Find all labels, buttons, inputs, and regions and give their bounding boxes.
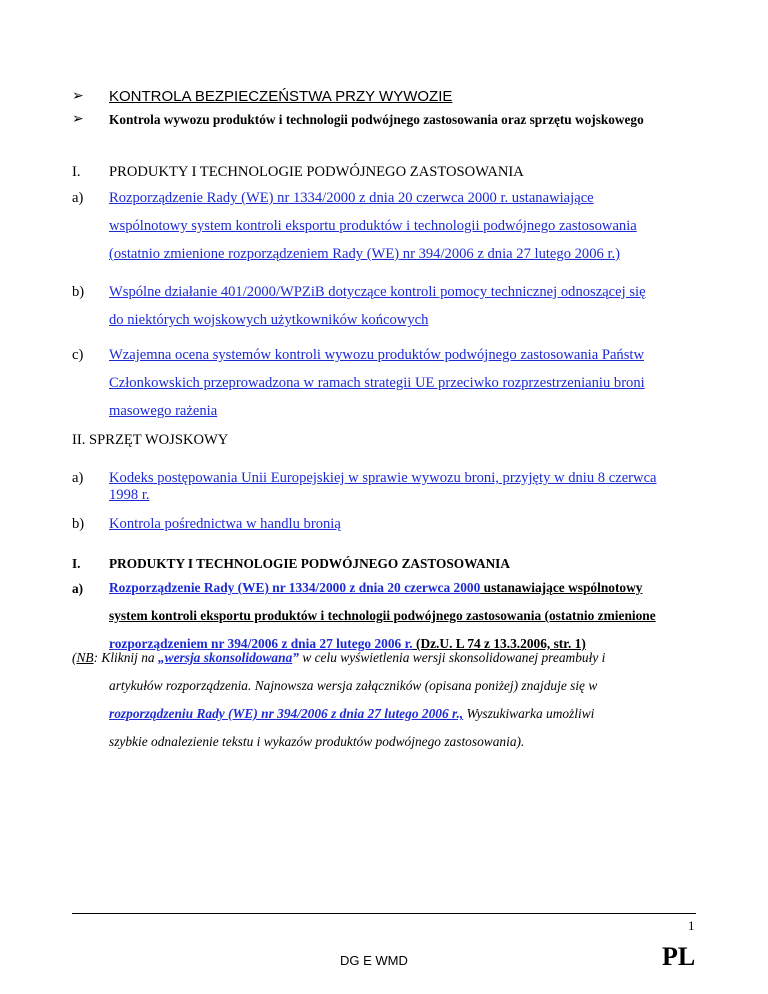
section-title-bold: PRODUKTY I TECHNOLOGIE PODWÓJNEGO ZASTOSOWANIA — [109, 556, 510, 571]
text-fragment: Wyszukiwarka umożliwi — [463, 706, 595, 721]
section-title: II. SPRZĘT WOJSKOWY — [72, 432, 229, 448]
section-number: I. — [72, 164, 81, 180]
regulation-394-link[interactable]: rozporządzeniu Rady (WE) nr 394/2006 z dnia 27 lutego 2006 r., — [109, 706, 464, 721]
text-fragment: : Kliknij na — [93, 650, 158, 665]
link-line[interactable]: Wzajemna ocena systemów kontroli wywozu produktów podwójnego zastosowania Państw — [109, 347, 644, 363]
text-fragment: „ — [157, 650, 165, 665]
link-line[interactable]: Kodeks postępowania Unii Europejskiej w sprawie wywozu broni, przyjęty w dniu 8 czerwca — [109, 470, 657, 486]
item-label: b) — [72, 284, 85, 300]
note-paragraph — [72, 644, 692, 672]
text-fragment: ” — [292, 650, 299, 665]
section-title: PRODUKTY I TECHNOLOGIE PODWÓJNEGO ZASTOSOWANIA — [109, 164, 524, 180]
link-line[interactable]: Rozporządzenie Rady (WE) nr 1334/2000 z dnia 20 czerwca 2000 r. ustanawiające — [109, 190, 594, 206]
footer-center-text: DG E WMD — [340, 953, 408, 968]
link-line[interactable]: masowego rażenia — [109, 403, 218, 419]
text-fragment: ustanawiające wspólnotowy — [480, 580, 643, 595]
item-label: a) — [72, 190, 84, 206]
link-line[interactable]: 1998 r. — [109, 487, 150, 503]
heading-export-security[interactable]: KONTROLA BEZPIECZEŃSTWA PRZY WYWOZIE — [109, 88, 453, 105]
note-line — [109, 700, 709, 728]
item-label: a) — [72, 470, 84, 486]
section-number: I. — [72, 556, 81, 571]
item-label: c) — [72, 347, 84, 363]
text-fragment: (Dz.U. L 74 z 13.3.2006, str. 1) — [412, 636, 586, 651]
link-line[interactable]: wspólnotowy system kontroli eksportu produktów i technologii podwójnego zastosowania — [109, 218, 637, 234]
link-line[interactable]: (ostatnio zmienione rozporządzeniem Rady (WE) nr 394/2006 z dnia 27 lutego 2006 r.) — [109, 246, 621, 262]
language-code: PL — [662, 942, 696, 971]
list-item-code-of-conduct[interactable] — [109, 470, 709, 504]
consolidated-version-link[interactable]: wersja skonsolidowana — [164, 650, 293, 665]
note-line: artykułów rozporządzenia. Najnowsza wersja załączników (opisana poniżej) znajduje się w — [109, 678, 598, 693]
list-item-peer-review[interactable] — [109, 341, 709, 425]
list-item-regulation-1334[interactable] — [109, 184, 709, 268]
regulation-link[interactable]: Rozporządzenie Rady (WE) nr 1334/2000 z dnia 20 czerwca 2000 — [109, 580, 481, 595]
bullet-arrow-icon: ➢ — [72, 111, 84, 127]
link-line[interactable]: Członkowskich przeprowadzona w ramach strategii UE przeciwko rozprzestrzenianiu broni — [109, 375, 645, 391]
link-line[interactable]: do niektórych wojskowych użytkowników końcowych — [109, 312, 429, 328]
text-fragment: w celu wyświetlenia wersji skonsolidowanej preambuły i — [298, 650, 606, 665]
amendment-link[interactable]: rozporządzeniem nr 394/2006 z dnia 27 lutego 2006 r. — [109, 636, 413, 651]
note-line: szybkie odnalezienie tekstu i wykazów produktów podwójnego zastosowania). — [109, 734, 525, 749]
subheading-export-control: Kontrola wywozu produktów i technologii podwójnego zastosowania oraz sprzętu wojskowego — [109, 112, 644, 127]
nb-label: NB — [76, 650, 94, 665]
list-item-brokering[interactable] — [109, 516, 341, 533]
text-fragment: ( — [72, 650, 77, 665]
link-line[interactable]: Kontrola pośrednictwa w handlu bronią — [109, 516, 341, 532]
bullet-arrow-icon: ➢ — [72, 88, 84, 104]
footer-divider — [72, 913, 696, 914]
link-line[interactable]: Wspólne działanie 401/2000/WPZiB dotyczące kontroli pomocy technicznej odnoszącej się — [109, 284, 646, 300]
list-item-joint-action[interactable] — [109, 278, 709, 334]
item-label: b) — [72, 516, 85, 532]
text-fragment: system kontroli eksportu produktów i technologii podwójnego zastosowania (ostatnio zmienione — [109, 608, 656, 623]
page-number: 1 — [688, 918, 695, 933]
item-label: a) — [72, 581, 84, 596]
